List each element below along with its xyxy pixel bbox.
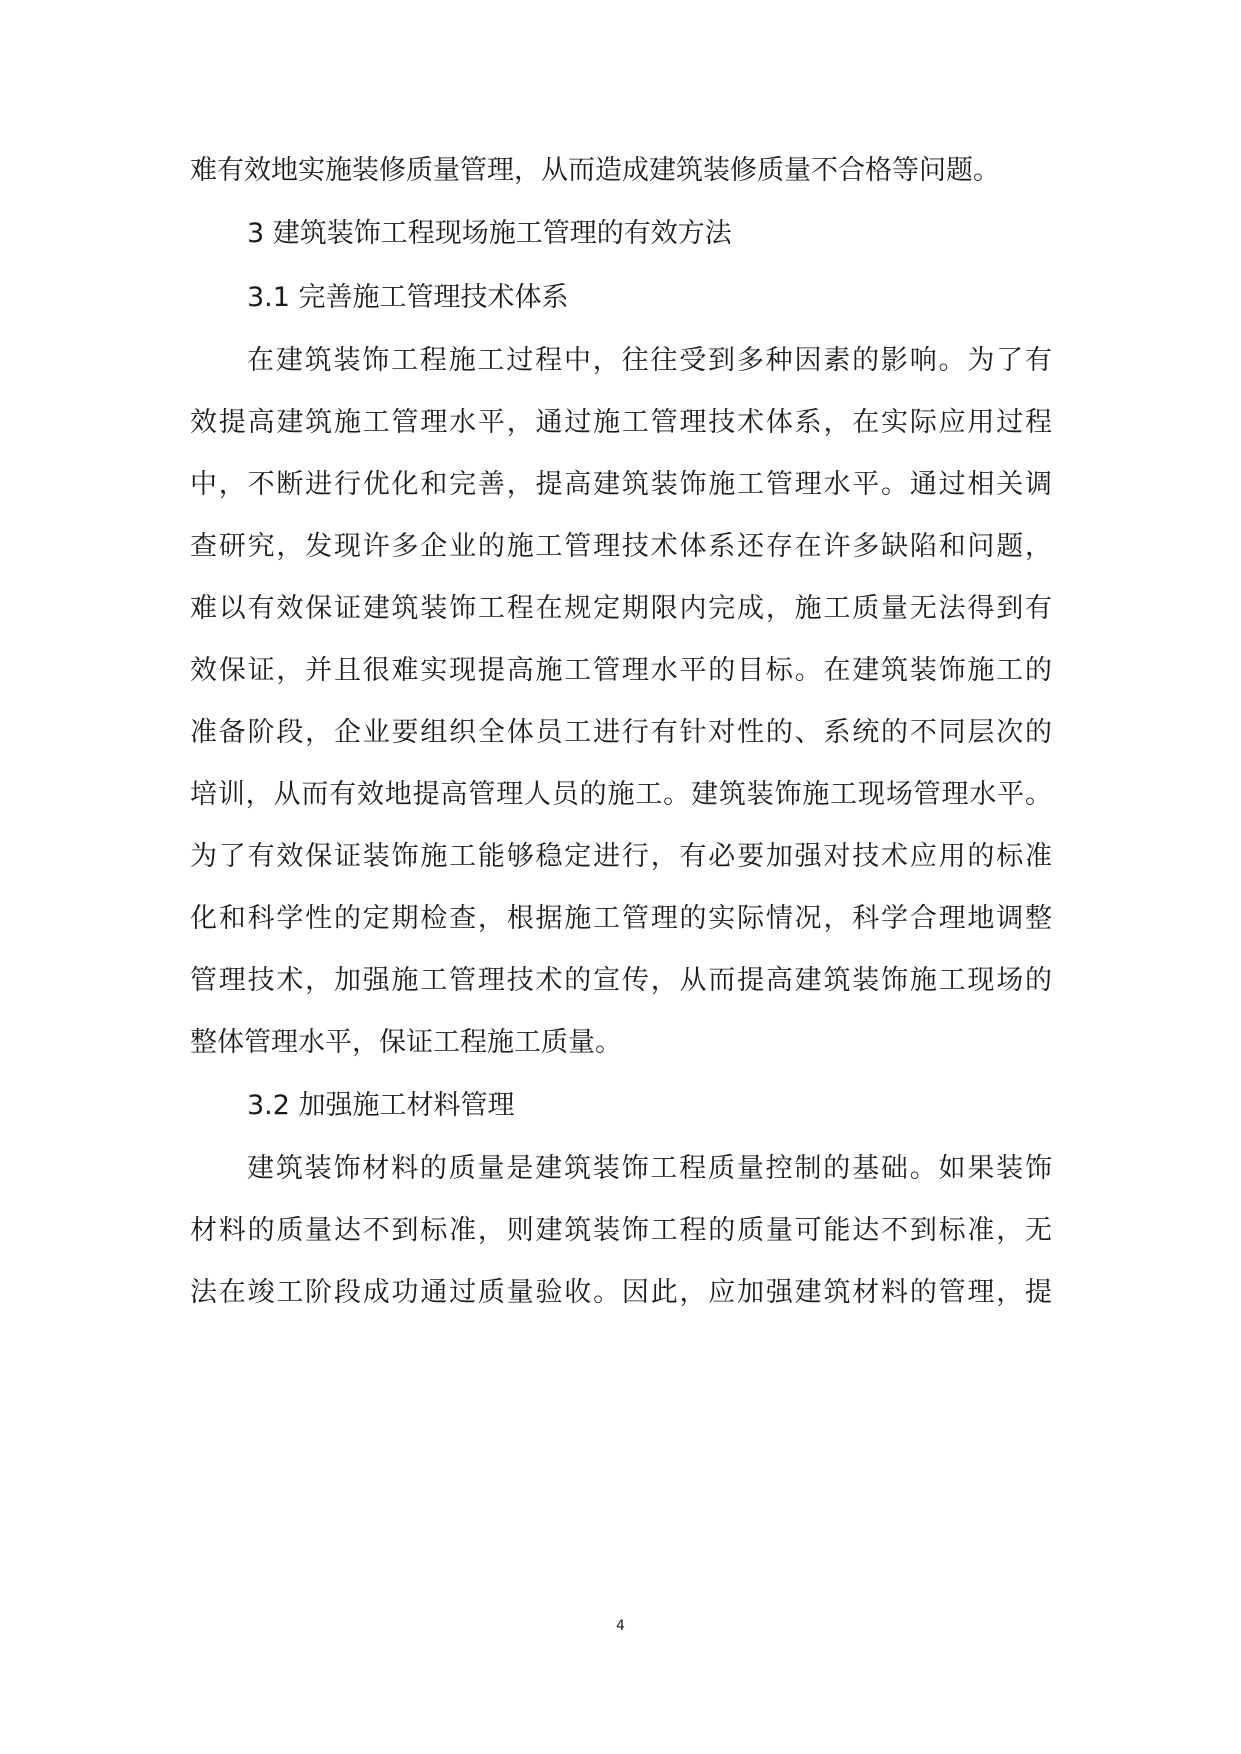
paragraph-line: 准备阶段，企业要组织全体员工进行有针对性的、系统的不同层次的 (190, 717, 1052, 748)
subsection-heading: 3.2 加强施工材料管理 (247, 1090, 515, 1121)
paragraph-line: 建筑装饰材料的质量是建筑装饰工程质量控制的基础。如果装饰 (247, 1153, 1052, 1184)
paragraph-line: 材料的质量达不到标准，则建筑装饰工程的质量可能达不到标准，无 (190, 1215, 1052, 1246)
subsection-heading: 3.1 完善施工管理技术体系 (247, 282, 569, 313)
paragraph-line: 难以有效保证建筑装饰工程在规定期限内完成，施工质量无法得到有 (190, 593, 1052, 624)
paragraph-line: 为了有效保证装饰施工能够稳定进行，有必要加强对技术应用的标准 (190, 841, 1052, 872)
paragraph-line: 管理技术，加强施工管理技术的宣传，从而提高建筑装饰施工现场的 (190, 965, 1052, 996)
paragraph-line: 查研究，发现许多企业的施工管理技术体系还存在许多缺陷和问题， (190, 531, 1052, 562)
paragraph-line: 法在竣工阶段成功通过质量验收。因此，应加强建筑材料的管理，提 (190, 1277, 1052, 1308)
paragraph-line: 整体管理水平，保证工程施工质量。 (190, 1027, 622, 1058)
paragraph-line: 培训，从而有效地提高管理人员的施工。建筑装饰施工现场管理水平。 (190, 779, 1052, 810)
paragraph-line: 难有效地实施装修质量管理，从而造成建筑装修质量不合格等问题。 (190, 155, 1000, 186)
paragraph-line: 在建筑装饰工程施工过程中，往往受到多种因素的影响。为了有 (247, 345, 1052, 376)
body-text (190, 140, 1052, 1324)
page-number: 4 (616, 1618, 625, 1634)
paragraph-line: 效提高建筑施工管理水平，通过施工管理技术体系，在实际应用过程 (190, 407, 1052, 438)
paragraph-line: 效保证，并且很难实现提高施工管理水平的目标。在建筑装饰施工的 (190, 655, 1052, 686)
section-heading: 3 建筑装饰工程现场施工管理的有效方法 (247, 218, 732, 249)
paragraph-line: 中，不断进行优化和完善，提高建筑装饰施工管理水平。通过相关调 (190, 469, 1052, 500)
paragraph-line: 化和科学性的定期检查，根据施工管理的实际情况，科学合理地调整 (190, 903, 1052, 934)
